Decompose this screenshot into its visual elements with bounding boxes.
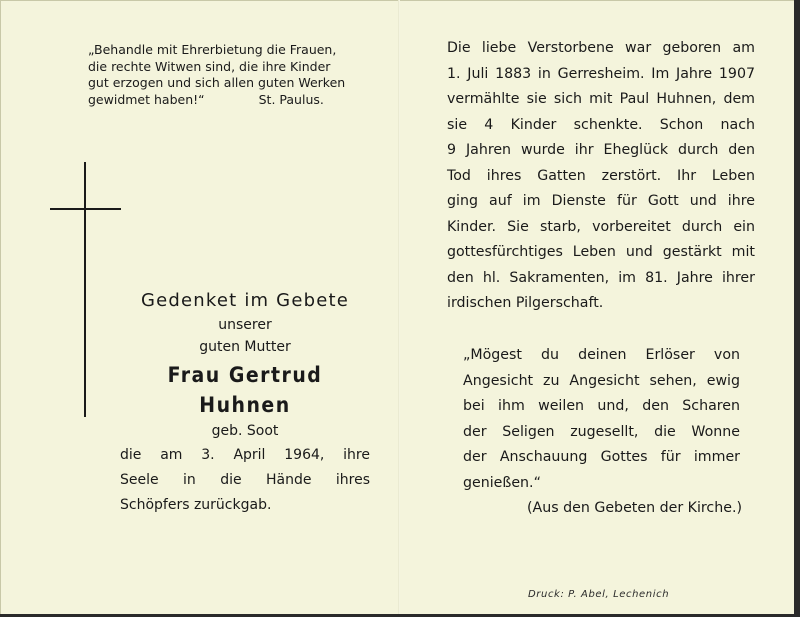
bio-line: irdischen Pilgerschaft.	[447, 295, 604, 311]
bio-line: gottesfürchtiges Leben und gestärkt mit	[447, 244, 755, 260]
prayer	[463, 343, 740, 522]
prayer-line: bei ihm weilen und, den Scharen	[463, 398, 740, 414]
bio-line: 1. Juli 1883 in Gerresheim. Im Jahre 1907	[447, 65, 755, 82]
quote-line: gut erzogen und sich allen guten Werken	[88, 75, 346, 90]
prayer-line: der Anschauung Gottes für immer	[463, 449, 740, 465]
scan-edge	[794, 0, 800, 617]
death-line: Seele in die Hände ihres	[120, 472, 370, 488]
bible-quote	[88, 42, 378, 108]
bio-line: Die liebe Verstorbene war geboren am	[447, 40, 755, 56]
quote-signature: St. Paulus.	[258, 91, 324, 107]
bio-line: ging auf im Dienste für Gott und ihre	[447, 193, 755, 209]
bio-line: Kinder. Sie starb, vorbereitet durch ein	[447, 218, 755, 235]
bio-line: Tod ihres Gatten zerstört. Ihr Leben	[447, 167, 755, 184]
death-line: die am 3. April 1964, ihre	[120, 447, 370, 463]
prayer-line: Angesicht zu Angesicht sehen, ewig	[463, 372, 740, 389]
memorial-line: unserer	[218, 317, 272, 333]
quote-line: die rechte Witwen sind, die ihre Kinder	[88, 58, 331, 74]
cross-icon-bar	[50, 208, 121, 210]
maiden-name: geb. Soot	[211, 423, 279, 439]
biography	[447, 36, 755, 317]
quote-line-end: gewidmet haben!“	[88, 91, 205, 107]
prayer-line: genießen.“	[463, 474, 541, 491]
center-fold	[398, 0, 400, 617]
prayer-line: „Mögest du deinen Erlöser von	[463, 347, 740, 363]
printer-credit: Druck: P. Abel, Lechenich	[528, 589, 670, 600]
memorial-heading: Gedenket im Gebete	[140, 290, 350, 311]
bio-line: 9 Jahren wurde ihr Eheglück durch den	[447, 142, 755, 158]
quote-line	[88, 92, 378, 109]
memorial-line: guten Mutter	[199, 339, 291, 355]
death-line: Schöpfers zurückgab.	[120, 497, 272, 513]
deceased-name: Frau Gertrud Huhnen	[167, 363, 323, 417]
bio-line: vermählte sie sich mit Paul Huhnen, dem	[447, 91, 755, 107]
bio-line: sie 4 Kinder schenkte. Schon nach	[447, 116, 755, 133]
quote-line: „Behandle mit Ehrerbietung die Frauen,	[88, 42, 337, 57]
memorial-text	[120, 288, 370, 517]
prayer-source: (Aus den Gebeten der Kirche.)	[526, 500, 742, 516]
bio-line: den hl. Sakramenten, im 81. Jahre ihrer	[447, 269, 755, 286]
cross-icon	[84, 162, 86, 417]
prayer-line: der Seligen zugesellt, die Wonne	[463, 423, 740, 440]
